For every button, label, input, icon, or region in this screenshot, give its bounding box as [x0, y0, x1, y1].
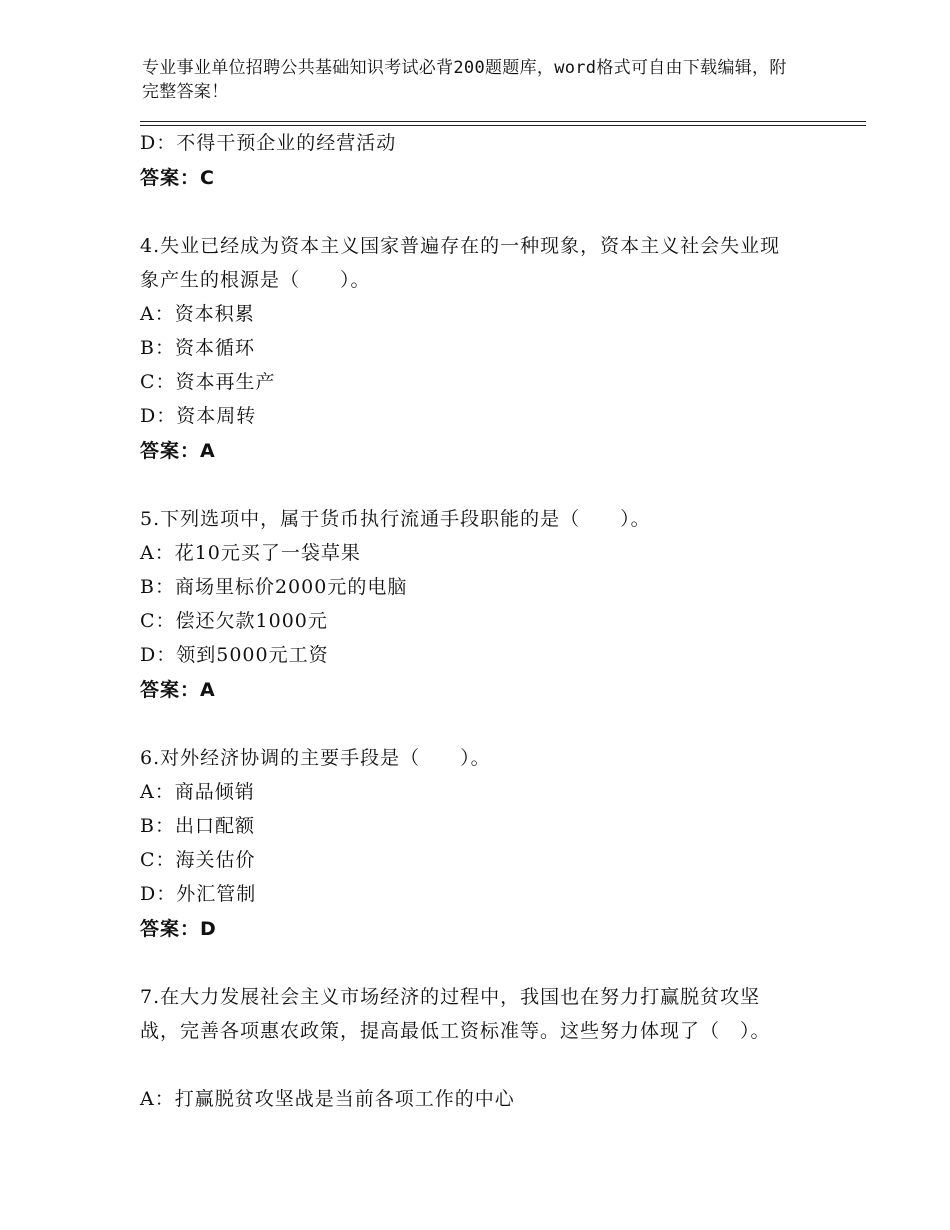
q5-option-c: C：偿还欠款1000元 [140, 610, 328, 632]
q5-option-b: B：商场里标价2000元的电脑 [140, 576, 408, 598]
q6-option-c: C：海关估价 [140, 849, 256, 871]
q4-option-a: A：资本积累 [140, 303, 255, 325]
q5-stem: 5.下列选项中，属于货币执行流通手段职能的是（ ）。 [140, 508, 651, 530]
q4-stem: 4.失业已经成为资本主义国家普遍存在的一种现象，资本主义社会失业现象产生的根源是（ ）。 [140, 235, 781, 291]
q4-answer: 答案：A [140, 440, 216, 462]
q4-option-b: B：资本循环 [140, 337, 255, 359]
q6-stem: 6.对外经济协调的主要手段是（ ）。 [140, 747, 491, 769]
page-header: 专业事业单位招聘公共基础知识考试必背200题题库，word格式可自由下载编辑，附完整答案！ [142, 58, 787, 102]
q6-option-b: B：出口配额 [140, 815, 255, 837]
q5-answer: 答案：A [140, 679, 216, 701]
header-divider-bottom [140, 125, 866, 126]
q5-option-a: A：花10元买了一袋草果 [140, 542, 361, 564]
q7-stem: 7.在大力发展社会主义市场经济的过程中，我国也在努力打赢脱贫攻坚战，完善各项惠农政策，提高最低工资标准等。这些努力体现了（ ）。 [140, 986, 771, 1042]
q6-answer: 答案：D [140, 918, 217, 940]
header-divider-top [140, 121, 866, 122]
q6-option-a: A：商品倾销 [140, 781, 255, 803]
q7-option-a: A：打赢脱贫攻坚战是当前各项工作的中心 [140, 1088, 515, 1110]
q3-option-d: D：不得干预企业的经营活动 [140, 132, 397, 154]
q4-option-c: C：资本再生产 [140, 371, 276, 393]
q3-answer: 答案：C [140, 167, 215, 189]
q4-option-d: D：资本周转 [140, 405, 257, 427]
q5-option-d: D：领到5000元工资 [140, 644, 329, 666]
q6-option-d: D：外汇管制 [140, 883, 257, 905]
